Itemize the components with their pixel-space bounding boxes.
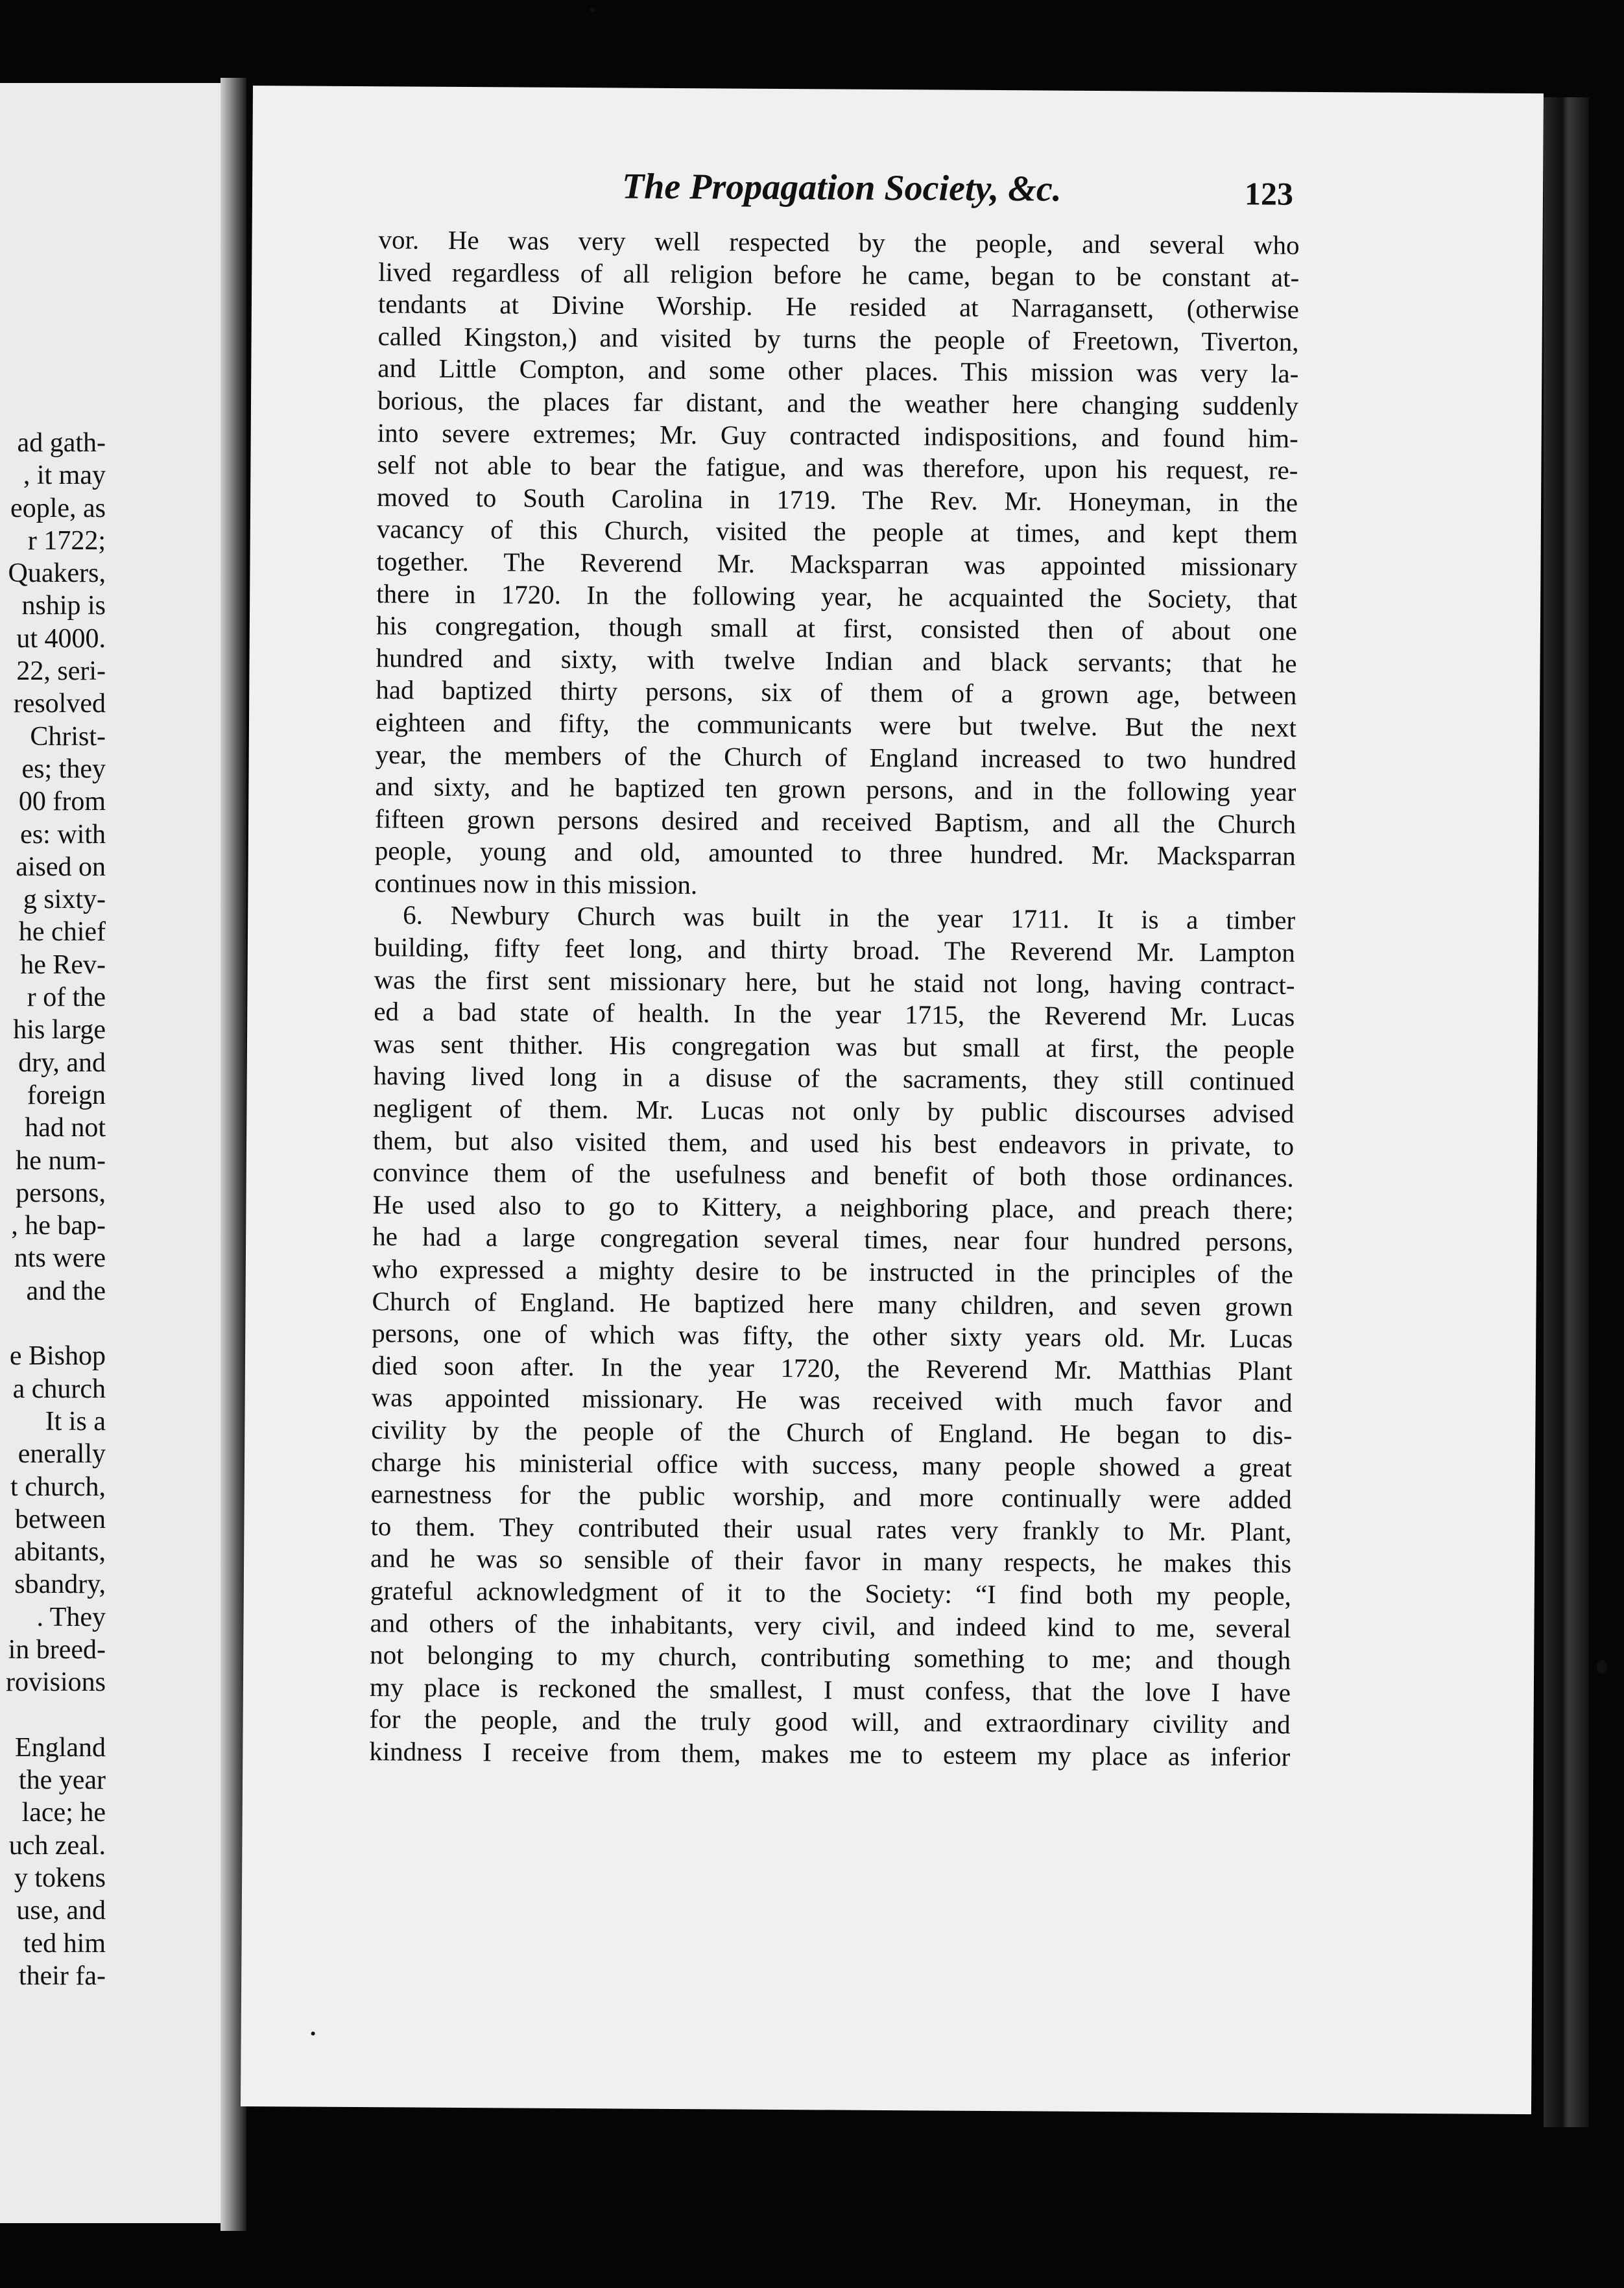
page-edge — [1544, 97, 1589, 2127]
body-line: moved to South Carolina in 1719. The Rev. Mr. Honeyman, in the — [376, 481, 1298, 518]
left-page-line: ad gath- — [17, 428, 106, 458]
body-line: continues now in this mission. — [374, 868, 698, 900]
ink-speck — [590, 8, 595, 12]
left-page-line: his large — [13, 1015, 106, 1045]
left-page-line: foreign — [27, 1080, 106, 1110]
right-page — [241, 86, 1544, 2114]
left-page-line: ted him — [23, 1928, 106, 1959]
left-page-line: t church, — [10, 1472, 106, 1502]
left-page-line: he num- — [16, 1145, 106, 1176]
left-page-line: nship is — [21, 591, 106, 621]
body-line: negligent of them. Mr. Lucas not only by public discourses advised — [373, 1093, 1295, 1128]
body-line: earnestness for the public worship, and more continually were added — [370, 1479, 1292, 1514]
body-line: year, the members of the Church of England increased to two hundred — [375, 739, 1296, 775]
body-line: there in 1720. In the following year, he acquainted the Society, that — [376, 578, 1298, 614]
body-line: charge his ministerial office with success, many people showed a great — [370, 1446, 1293, 1483]
running-title: The Propagation Society, &c. — [621, 166, 1062, 209]
left-page-line: he chief — [18, 917, 106, 947]
body-line: to them. They contributed their usual rates very frankly to Mr. Plant, — [370, 1510, 1292, 1547]
body-line: was appointed missionary. He was received with much favor and — [371, 1382, 1293, 1418]
left-page-line: eople, as — [10, 493, 106, 523]
left-page-line: abitants, — [14, 1537, 106, 1567]
left-page-line: . They — [36, 1602, 106, 1632]
body-line: vacancy of this Church, visited the people at times, and kept them — [376, 514, 1298, 550]
left-page-line: aised on — [16, 852, 106, 882]
left-page-line: es: with — [20, 819, 106, 850]
body-line: civility by the people of the Church of England. He began to dis- — [371, 1414, 1293, 1450]
body-line: kindness I receive from them, makes me to esteem my place as inferior — [369, 1736, 1291, 1772]
body-line: He used also to go to Kittery, a neighboring place, and preach there; — [372, 1189, 1294, 1225]
body-line: having lived long in a disuse of the sacraments, they still continued — [373, 1060, 1295, 1097]
body-line: was sent thither. His congregation was but small at first, the people — [373, 1029, 1295, 1064]
left-page-line: , he bap- — [11, 1211, 106, 1241]
body-line: lived regardless of all religion before he came, began to be constant at- — [378, 256, 1300, 292]
left-page-line: lace; he — [21, 1798, 106, 1828]
left-page-line — [6, 1699, 106, 1732]
left-page-line: e Bishop — [9, 1341, 106, 1372]
left-page — [0, 83, 230, 2223]
left-page-line: It is a — [45, 1406, 106, 1436]
left-page-line: dry, and — [18, 1047, 106, 1078]
left-page-line: sbandry, — [14, 1569, 106, 1600]
body-line: for the people, and the truly good will, and extraordinary civility and — [369, 1704, 1291, 1740]
body-line: together. The Reverend Mr. Macksparran was appointed missionary — [376, 546, 1298, 582]
left-page-line: enerally — [18, 1439, 106, 1470]
left-page-line: uch zeal. — [8, 1830, 106, 1861]
left-page-line: rovisions — [5, 1667, 106, 1698]
body-line: my place is reckoned the smallest, I must confess, that the love I have — [369, 1671, 1291, 1708]
body-line: Church of England. He baptized here many children, and seven grown — [372, 1285, 1293, 1322]
body-line: people, young and old, amounted to three hundred. Mr. Macksparran — [374, 835, 1296, 872]
left-page-line: 22, seri- — [16, 656, 106, 687]
left-page-line: es; they — [21, 754, 106, 784]
left-page-line: their fa- — [18, 1960, 106, 1991]
ink-speck — [1597, 1660, 1607, 1673]
body-line: called Kingston,) and visited by turns the people of Freetown, Tiverton, — [377, 320, 1299, 357]
left-page-line: persons, — [16, 1178, 106, 1208]
left-page-line: y tokens — [14, 1863, 106, 1894]
left-page-line: resolved — [13, 689, 106, 719]
left-page-line: ut 4000. — [16, 623, 106, 654]
body-line: 6. Newbury Church was built in the year 1711. It is a timber — [403, 900, 1296, 936]
body-line: and others of the inhabitants, very civil, and indeed kind to me, several — [370, 1607, 1291, 1643]
left-page-line: Christ- — [30, 721, 106, 752]
left-page-line: 00 from — [18, 787, 106, 817]
page-number: 123 — [1244, 175, 1294, 212]
left-page-line: he Rev- — [20, 949, 106, 980]
left-page-line: use, and — [16, 1896, 106, 1926]
body-line: into severe extremes; Mr. Guy contracted indispositions, and found him- — [377, 417, 1298, 453]
body-line: hundred and sixty, with twelve Indian and black servants; that he — [376, 642, 1297, 678]
left-page-line: a church — [12, 1374, 106, 1404]
body-line: persons, one of which was fifty, the other sixty years old. Mr. Lucas — [372, 1318, 1293, 1354]
left-page-line: r 1722; — [27, 525, 106, 556]
left-page-line: g sixty- — [23, 885, 106, 915]
body-line: building, fifty feet long, and thirty broad. The Reverend Mr. Lampton — [374, 932, 1296, 968]
body-line: and Little Compton, and some other places. This mission was very la- — [377, 353, 1299, 389]
body-line: eighteen and fifty, the communicants were but twelve. But the next — [375, 707, 1297, 743]
left-page-line: , it may — [23, 460, 106, 491]
body-line: them, but also visited them, and used his best endeavors in private, to — [372, 1125, 1295, 1161]
left-page-line — [6, 1307, 106, 1340]
ink-speck — [311, 2032, 315, 2036]
body-text — [369, 224, 1300, 1773]
body-line: not belonging to my church, contributing something to me; and though — [370, 1639, 1291, 1675]
page-header — [253, 86, 1544, 212]
left-page-line: and the — [26, 1276, 106, 1306]
body-line: fifteen grown persons desired and received Baptism, and all the Church — [374, 803, 1296, 839]
body-line: had baptized thirty persons, six of them of a grown age, between — [376, 674, 1297, 711]
left-page-line: nts were — [14, 1243, 106, 1274]
left-page-line: in breed- — [8, 1634, 106, 1665]
body-line: convince them of the usefulness and benefit of both those ordinances. — [372, 1157, 1294, 1193]
body-line: and sixty, and he baptized ten grown persons, and in the following year — [375, 771, 1296, 807]
left-page-line: r of the — [27, 983, 106, 1013]
left-page-line: had not — [25, 1113, 106, 1143]
body-line: his congregation, though small at first, consisted then of about one — [376, 610, 1298, 646]
left-page-line: the year — [18, 1765, 106, 1796]
left-page-line: Quakers, — [8, 558, 106, 589]
body-line: who expressed a mighty desire to be instructed in the principles of the — [372, 1254, 1293, 1289]
body-line: died soon after. In the year 1720, the Reverend Mr. Matthias Plant — [371, 1350, 1293, 1386]
body-line: self not able to bear the fatigue, and was therefore, upon his request, re- — [377, 449, 1298, 486]
body-line: grateful acknowledgment of it to the Society: “I find both my people, — [370, 1575, 1291, 1611]
left-page-line: England — [15, 1732, 106, 1763]
body-line: tendants at Divine Worship. He resided at Narragansett, (otherwise — [377, 289, 1300, 325]
left-page-fragments — [6, 427, 106, 1992]
body-line: was the first sent missionary here, but he staid not long, having contract- — [374, 964, 1295, 1000]
body-line: he had a large congregation several times, near four hundred persons, — [372, 1221, 1294, 1257]
body-line: ed a bad state of health. In the year 1715, the Reverend Mr. Lucas — [374, 996, 1295, 1032]
body-line: and he was so sensible of their favor in many respects, he makes this — [370, 1543, 1292, 1579]
body-line: vor. He was very well respected by the people, and several who — [378, 224, 1300, 260]
left-page-line: between — [15, 1504, 106, 1534]
body-line: borious, the places far distant, and the weather here changing suddenly — [377, 385, 1299, 421]
